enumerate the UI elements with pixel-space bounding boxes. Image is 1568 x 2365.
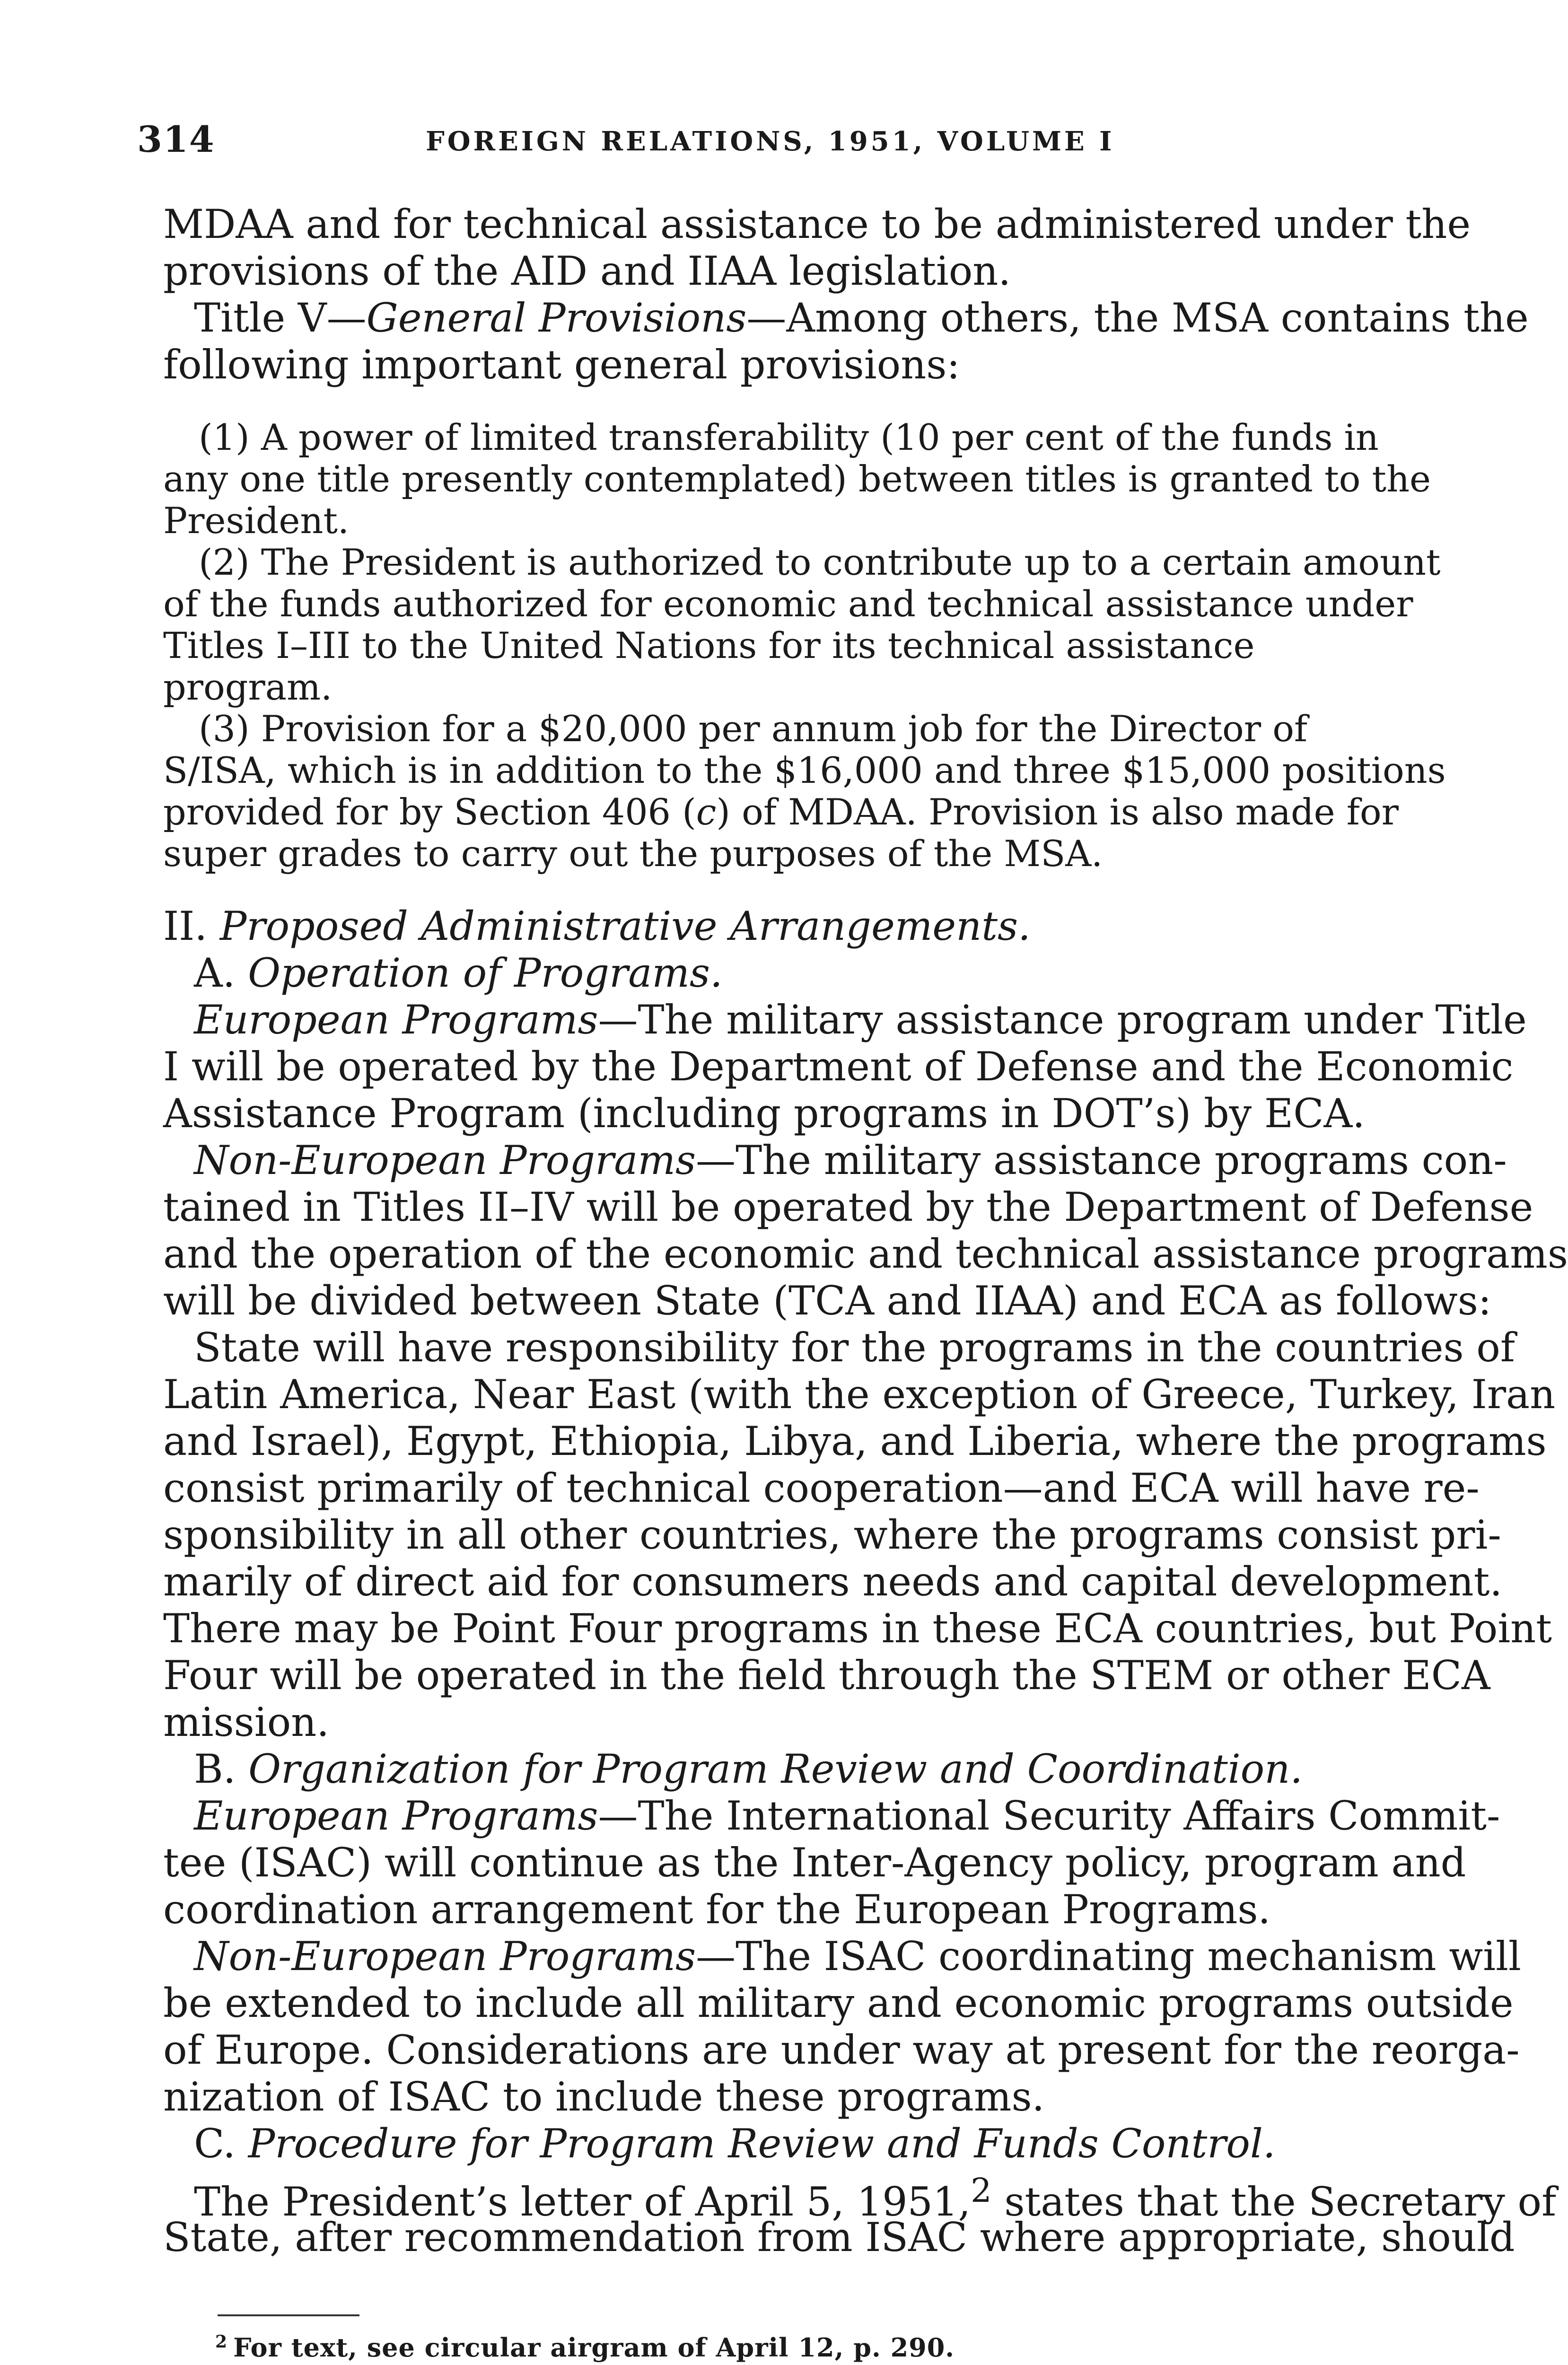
- text-line: coordination arrangement for the European Programs.: [163, 1886, 1271, 1933]
- text-line: of Europe. Considerations are under way at present for the reorga-: [163, 2027, 1520, 2073]
- text-line: Four will be operated in the field through the STEM or other ECA: [163, 1652, 1490, 1699]
- text-line: tee (ISAC) will continue as the Inter-Agency policy, program and: [163, 1839, 1466, 1886]
- text-line: State will have responsibility for the programs in the countries of: [194, 1324, 1515, 1371]
- text-line: and Israel), Egypt, Ethiopia, Libya, and Liberia, where the programs: [163, 1418, 1547, 1464]
- text-line: provisions of the AID and IIAA legislation.: [163, 248, 1011, 294]
- text-line: consist primarily of technical cooperation—and ECA will have re-: [163, 1465, 1480, 1511]
- text-line: program.: [163, 666, 333, 708]
- text-line: will be divided between State (TCA and IIAA) and ECA as follows:: [163, 1278, 1492, 1324]
- text-line: Assistance Program (including programs in DOT’s) by ECA.: [163, 1090, 1365, 1137]
- text-line: and the operation of the economic and technical assistance programs: [163, 1231, 1568, 1277]
- text-line: Non-European Programs—The ISAC coordinating mechanism will: [194, 1933, 1521, 1980]
- text-line: super grades to carry out the purposes of the MSA.: [163, 832, 1103, 875]
- text-line: be extended to include all military and economic programs outside: [163, 1980, 1514, 2026]
- text-line: Latin America, Near East (with the exception of Greece, Turkey, Iran: [163, 1371, 1556, 1418]
- footnote-reference: 2: [971, 2171, 992, 2210]
- text-line: European Programs—The International Security Affairs Commit-: [194, 1793, 1500, 1839]
- text-line: of the funds authorized for economic and technical assistance under: [163, 583, 1413, 625]
- footnote: [215, 2332, 955, 2363]
- text-line: tained in Titles II–IV will be operated by the Department of Defense: [163, 1184, 1533, 1230]
- text-line: There may be Point Four programs in these ECA countries, but Point: [163, 1605, 1552, 1652]
- provision-item: (3) Provision for a $20,000 per annum job for the Director of: [199, 708, 1308, 750]
- footnote-divider: [218, 2314, 359, 2316]
- section-heading: II. Proposed Administrative Arrangements.: [163, 903, 1031, 949]
- running-title: FOREIGN RELATIONS, 1951, VOLUME I: [426, 126, 1115, 157]
- text-line: I will be operated by the Department of Defense and the Economic: [163, 1043, 1514, 1090]
- text-line: marily of direct aid for consumers needs and capital development.: [163, 1559, 1503, 1605]
- subsection-heading: B. Organization for Program Review and Coordination.: [194, 1746, 1303, 1792]
- text-line: nization of ISAC to include these programs.: [163, 2074, 1045, 2120]
- text-line: President.: [163, 499, 350, 542]
- footnote-marker: 2: [215, 2332, 228, 2352]
- text-line: State, after recommendation from ISAC where appropriate, should: [163, 2214, 1515, 2260]
- text-line: any one title presently contemplated) between titles is granted to the: [163, 458, 1431, 500]
- page-number: 314: [137, 118, 215, 160]
- subsection-heading: C. Procedure for Program Review and Funds Control.: [194, 2120, 1276, 2167]
- text-line: following important general provisions:: [163, 342, 960, 388]
- text-line: Titles I–III to the United Nations for its technical assistance: [163, 624, 1255, 666]
- text-line: provided for by Section 406 (c) of MDAA. Provision is also made for: [163, 791, 1399, 833]
- text-line: sponsibility in all other countries, where the programs consist pri-: [163, 1512, 1501, 1558]
- text-line: Title V—General Provisions—Among others, the MSA contains the: [194, 295, 1529, 341]
- text-line: European Programs—The military assistance program under Title: [194, 997, 1527, 1043]
- text-line: The President’s letter of April 5, 1951,$^2$ states that the Secretary of: [194, 2171, 1557, 2225]
- text-line: MDAA and for technical assistance to be administered under the: [163, 201, 1471, 247]
- provision-item: (1) A power of limited transferability (10 per cent of the funds in: [199, 416, 1379, 458]
- subsection-heading: A. Operation of Programs.: [194, 950, 723, 996]
- text-line: Non-European Programs—The military assistance programs con-: [194, 1137, 1507, 1183]
- body-text: [163, 201, 1568, 2261]
- provision-item: (2) The President is authorized to contribute up to a certain amount: [199, 541, 1441, 583]
- footnote-text: For text, see circular airgram of April 12, p. 290.: [233, 2332, 955, 2363]
- text-line: mission.: [163, 1699, 329, 1745]
- page-header: [137, 118, 1414, 170]
- text-line: S/ISA, which is in addition to the $16,000 and three $15,000 positions: [163, 749, 1446, 791]
